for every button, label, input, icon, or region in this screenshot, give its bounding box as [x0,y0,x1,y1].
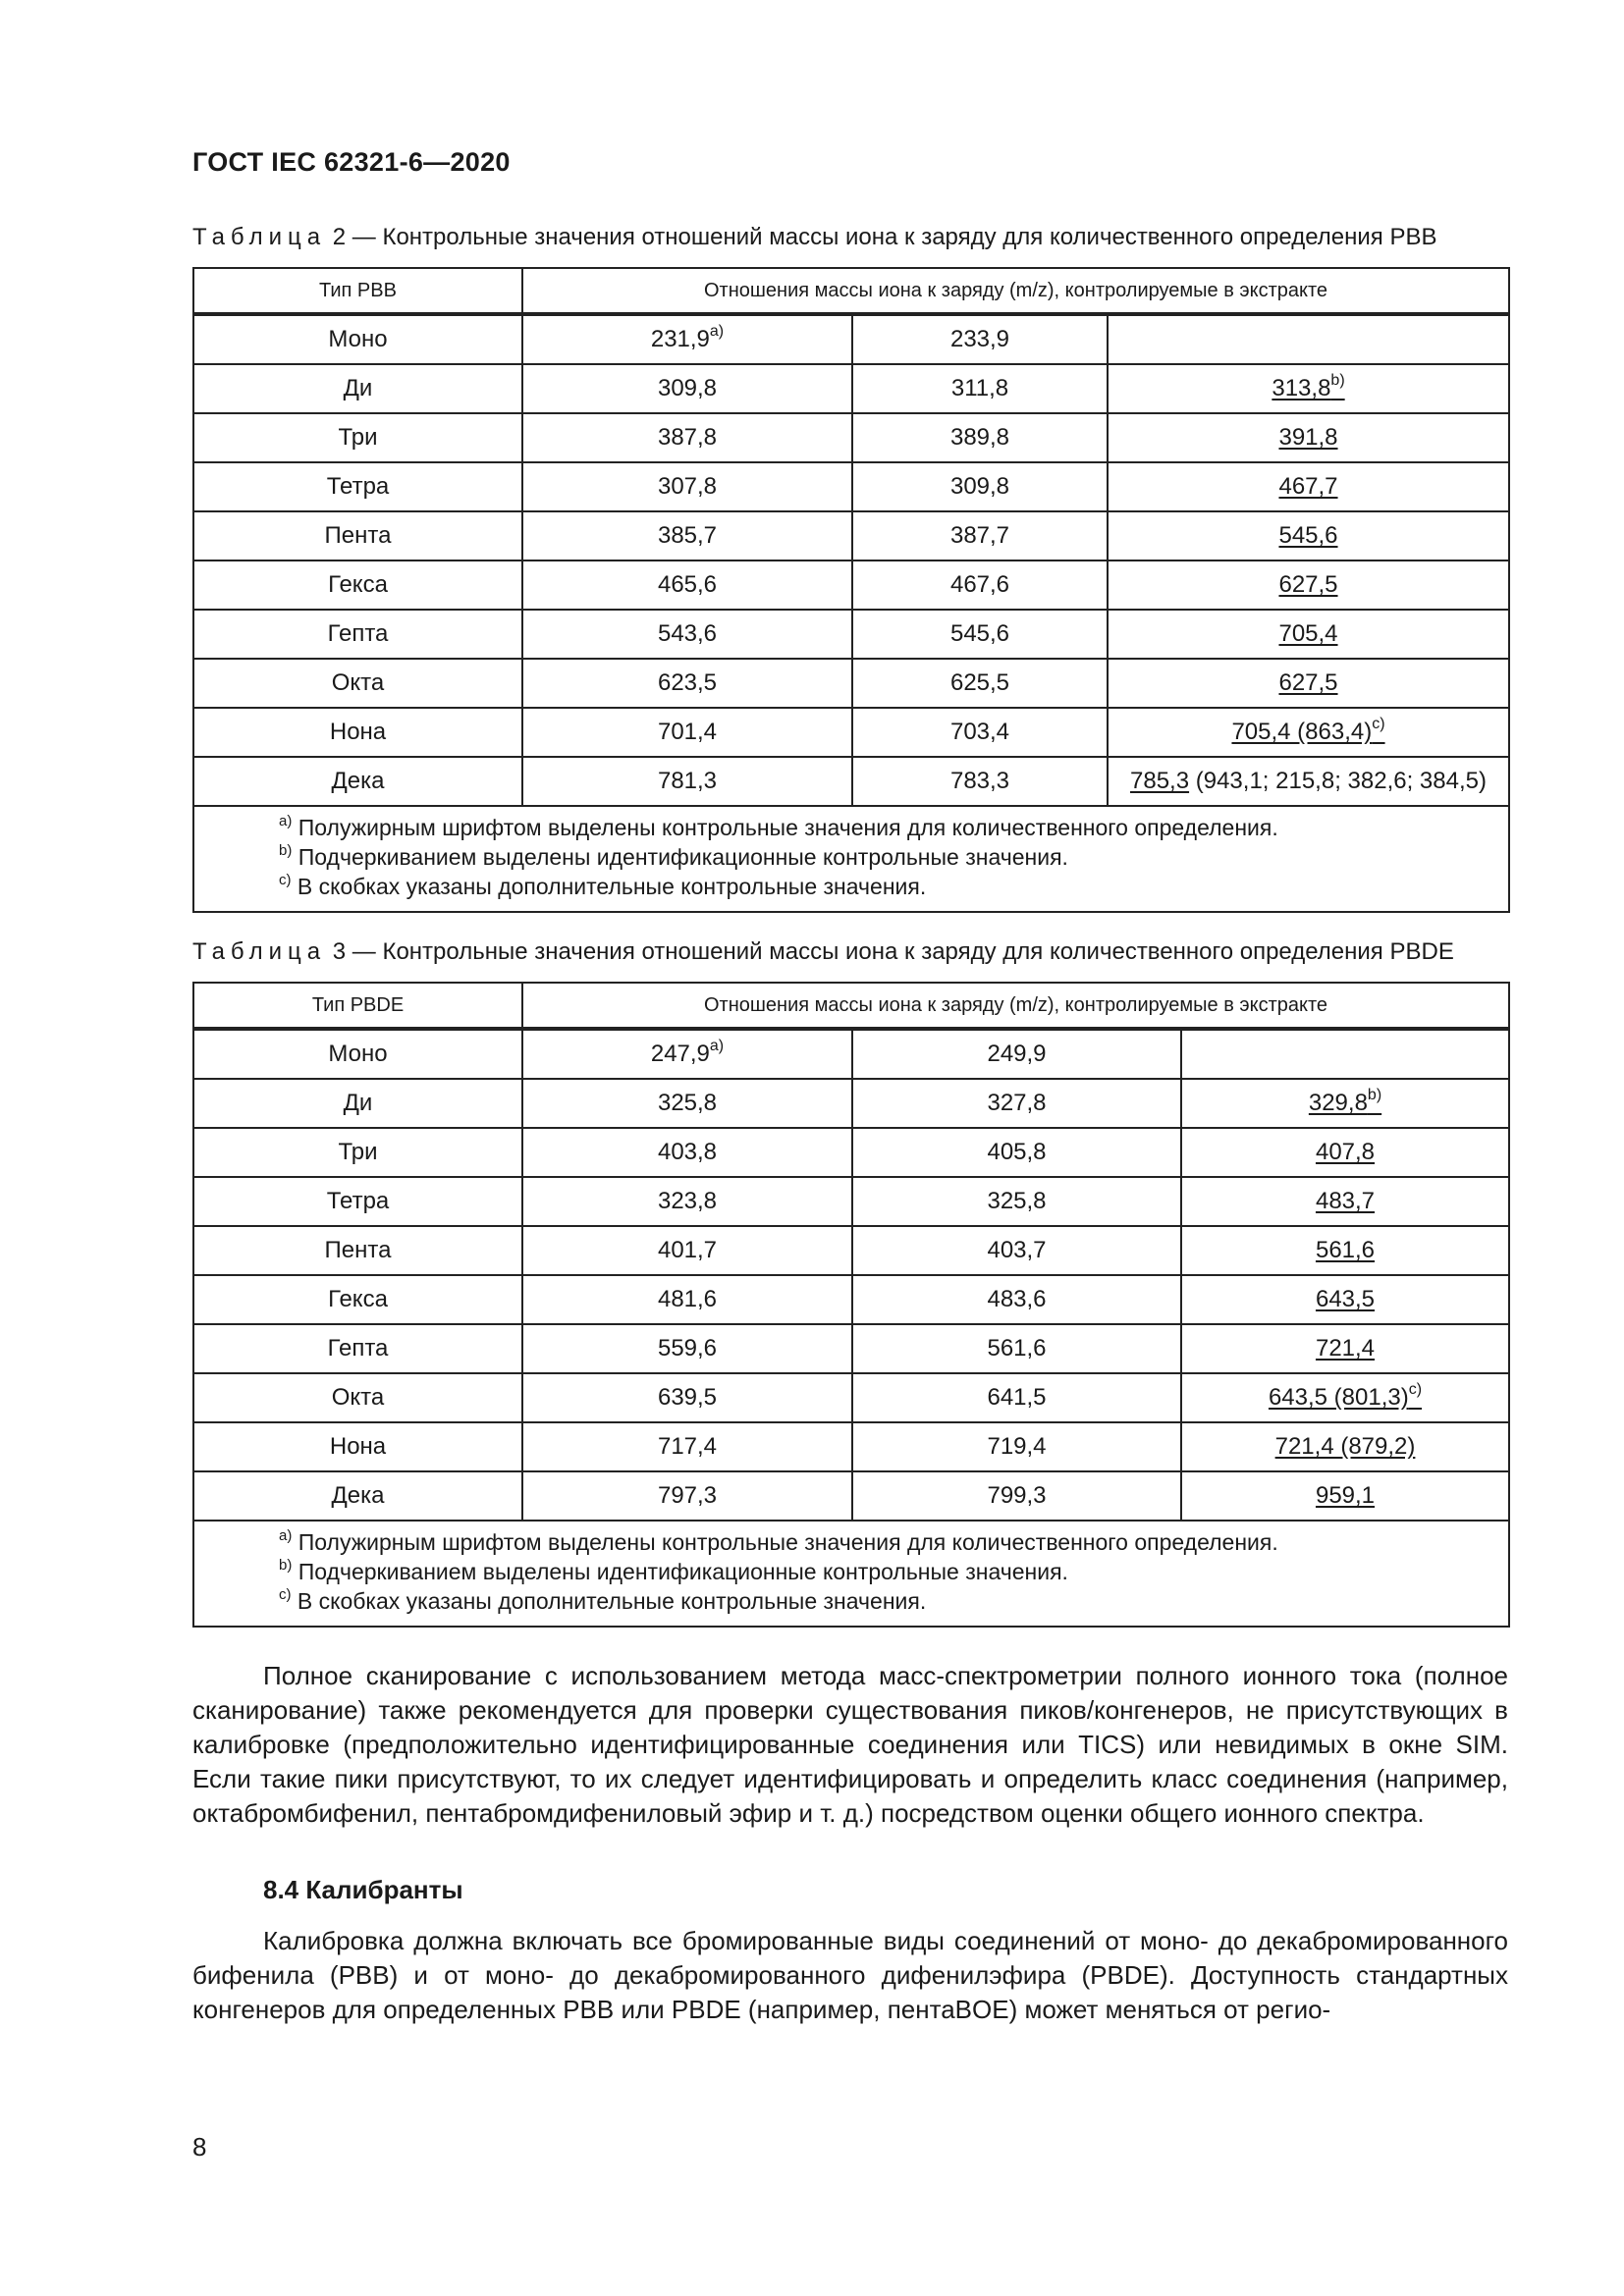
footnote [279,872,1508,901]
value-2: 483,6 [987,1286,1047,1312]
row-type: Тетра [193,1177,522,1226]
value-cell-3 [1108,708,1509,757]
value-1: 639,5 [657,1384,718,1411]
section-heading: 8.4 Калибранты [263,1875,463,1904]
value-3: 705,4 [1278,620,1338,647]
value-cell-1 [522,610,852,659]
table3-caption-label: Таблица [192,938,327,965]
table3-row [193,1177,1509,1226]
footnote [279,1557,1508,1586]
row-type: Окта [193,1373,522,1422]
footnote-mark: c) [279,1586,292,1603]
footnote-text: В скобках указаны дополнительные контрольные значения. [291,1588,927,1614]
value-3: 483,7 [1315,1188,1376,1214]
footnote-text: Полужирным шрифтом выделены контрольные значения для количественного определения. [292,1529,1278,1555]
value-1: 385,7 [657,522,718,549]
footnote-mark: b) [279,842,293,859]
table3-body [193,1029,1509,1627]
value-cell-1 [522,708,852,757]
table2-row [193,757,1509,806]
value-2: 233,9 [949,326,1010,352]
value-2: 719,4 [987,1433,1047,1460]
table2-notes-row [193,806,1509,912]
value-3-extra: (943,1; 215,8; 382,6; 384,5) [1189,768,1487,794]
row-type: Пента [193,511,522,561]
table3-header-row [193,983,1509,1029]
value-2: 405,8 [987,1139,1047,1165]
value-cell-2 [852,1177,1181,1226]
footnote-mark: b) [1330,372,1345,389]
footnote-mark: a) [279,1527,293,1544]
value-3: 705,4 $(863,4)^{c)}$ [1231,716,1385,745]
value-cell-3 [1181,1275,1509,1324]
table3-row [193,1373,1509,1422]
page-number: 8 [192,2132,207,2162]
value-cell-1 [522,364,852,413]
value-2: 387,7 [949,522,1010,549]
table2-row [193,364,1509,413]
row-type: Дека [193,757,522,806]
value-cell-3 [1181,1226,1509,1275]
value-3: 545,6 [1278,522,1338,549]
value-cell-2 [852,1226,1181,1275]
footnote-text: Полужирным шрифтом выделены контрольные значения для количественного определения. [292,815,1278,840]
value-cell-2 [852,1128,1181,1177]
value-cell-3 [1108,610,1509,659]
value-cell-1 [522,511,852,561]
value-cell-2 [852,1422,1181,1471]
value-cell-1 [522,757,852,806]
body-paragraph-2: Калибровка должна включать все бромированные виды соединений от моно- до декабромированного бифенила (PBB) и от моно- до декабромированного дифенилэфира (PBDE). Доступность стандартных конгенеров для определенных PBB или PBDE (например, пентаBOE) может меняться от регио- [192,1926,1508,2024]
value-cell-2 [852,364,1108,413]
value-3: 391,8 [1278,424,1338,451]
value-2: 403,7 [987,1237,1047,1263]
table3-notes-row [193,1521,1509,1627]
value-3: 643,5 [1315,1286,1376,1312]
value-3: 959,1 [1315,1482,1376,1509]
footnote-text: Подчеркиванием выделены идентификационные контрольные значения. [292,844,1068,870]
row-type: Тетра [193,462,522,511]
value-2: 641,5 [987,1384,1047,1411]
document-header: ГОСТ IEC 62321-6—2020 [192,147,511,177]
table2-caption [192,224,1437,251]
value-2: 783,3 [949,768,1010,794]
value-cell-1 [522,1029,852,1079]
table2-body [193,314,1509,912]
table3-col-values: Отношения массы иона к заряду (m/z), контролируемые в экстракте [522,983,1509,1029]
table3-row [193,1324,1509,1373]
value-cell-2 [852,1471,1181,1521]
value-3: 627,5 [1278,571,1338,598]
row-type: Гекса [193,561,522,610]
row-type: Ди [193,1079,522,1128]
value-cell-2 [852,413,1108,462]
value-2: 545,6 [949,620,1010,647]
table2-col-type: Тип PBB [193,268,522,314]
value-2: 561,6 [987,1335,1047,1362]
footnote-mark: a) [709,1038,725,1054]
table3-row [193,1275,1509,1324]
value-cell-2 [852,561,1108,610]
value-cell-2 [852,511,1108,561]
value-3: 643,5 $(801,3)^{c)}$ [1268,1381,1423,1411]
value-cell-3 [1181,1422,1509,1471]
value-1: 387,8 [657,424,718,451]
value-cell-3 [1108,757,1509,806]
footnote-mark: b) [1367,1087,1382,1103]
value-1: 323,8 [657,1188,718,1214]
value-cell-3 [1108,413,1509,462]
value-1: 717,4 [657,1433,718,1460]
row-type: Нона [193,1422,522,1471]
body-paragraph-1: Полное сканирование с использованием метода масс-спектрометрии полного ионного тока (полное сканирование) также рекомендуется для проверки существования пиков/конгенеров, не присутствующих в калибровке (предположительно идентифицированные соединения или TICS) или невидимых в окне SIM. Если такие пики присутствуют, то их следует идентифицировать и определить класс соединения (например, октабромбифенил, пентабромдифениловый эфир и т. д.) посредством оценки общего ионного спектра. [192,1661,1508,1828]
value-cell-2 [852,708,1108,757]
table2-row [193,314,1509,364]
row-type: Гепта [193,610,522,659]
table2-row [193,511,1509,561]
value-cell-3 [1108,659,1509,708]
value-cell-2 [852,1079,1181,1128]
value-2: 309,8 [949,473,1010,500]
row-type: Пента [193,1226,522,1275]
value-cell-2 [852,462,1108,511]
value-2: 703,4 [949,719,1010,745]
value-cell-2 [852,314,1108,364]
table2-row [193,610,1509,659]
value-2: 325,8 [987,1188,1047,1214]
value-3: 313,8$^{b)}$ [1272,372,1345,401]
value-cell-1 [522,314,852,364]
table2-row [193,462,1509,511]
value-2: 249,9 [987,1041,1047,1067]
value-2: 467,6 [949,571,1010,598]
value-cell-1 [522,413,852,462]
footnote-mark: a) [709,323,725,340]
value-cell-1 [522,659,852,708]
value-cell-3 [1108,364,1509,413]
value-1: 403,8 [657,1139,718,1165]
value-1: 797,3 [657,1482,718,1509]
value-1: 309,8 [657,375,718,401]
row-type: Ди [193,364,522,413]
table2-row [193,413,1509,462]
value-cell-3 [1181,1177,1509,1226]
value-cell-1 [522,561,852,610]
value-cell-1 [522,1471,852,1521]
value-cell-2 [852,1324,1181,1373]
value-1: 247,9 [650,1041,710,1067]
table2-header-row [193,268,1509,314]
value-3: 721,4 (879,2) [1274,1433,1416,1460]
value-1: 465,6 [657,571,718,598]
value-cell-3 [1181,1029,1509,1079]
value-cell-2 [852,1275,1181,1324]
footnote-mark: c) [1372,716,1385,732]
value-cell-3 [1181,1128,1509,1177]
value-1: 401,7 [657,1237,718,1263]
value-1: 623,5 [657,669,718,696]
table2-col-values: Отношения массы иона к заряду (m/z), контролируемые в экстракте [522,268,1509,314]
row-type: Окта [193,659,522,708]
value-2: 311,8 [950,375,1009,401]
row-type: Три [193,413,522,462]
value-cell-2 [852,1029,1181,1079]
value-1: 559,6 [657,1335,718,1362]
table2-row [193,659,1509,708]
value-1: 701,4 [657,719,718,745]
row-type: Гекса [193,1275,522,1324]
footnote-mark: c) [1408,1381,1423,1398]
table3-row [193,1128,1509,1177]
value-cell-3 [1108,462,1509,511]
table3-caption [192,938,1454,966]
value-2: 327,8 [987,1090,1047,1116]
table2 [192,267,1510,913]
value-cell-1 [522,1079,852,1128]
footnote [279,1586,1508,1616]
row-type: Три [193,1128,522,1177]
value-cell-2 [852,610,1108,659]
footnote-text: Подчеркиванием выделены идентификационные контрольные значения. [292,1559,1068,1584]
table3-row [193,1029,1509,1079]
table3-caption-text: 3 — Контрольные значения отношений массы иона к заряду для количественного определения PBDE [326,938,1454,965]
value-cell-3 [1181,1324,1509,1373]
value-cell-2 [852,757,1108,806]
table3-notes [193,1521,1509,1627]
value-cell-1 [522,1128,852,1177]
value-cell-3 [1181,1471,1509,1521]
value-cell-1 [522,1275,852,1324]
row-type: Моно [193,314,522,364]
value-3: 785,3 [1130,768,1190,794]
footnote-mark: a) [279,813,293,829]
footnote-text: В скобках указаны дополнительные контрольные значения. [291,874,927,899]
value-cell-2 [852,1373,1181,1422]
value-cell-1 [522,1177,852,1226]
row-type: Нона [193,708,522,757]
value-2: 625,5 [949,669,1010,696]
row-type: Гепта [193,1324,522,1373]
value-cell-3 [1108,561,1509,610]
table3-row [193,1079,1509,1128]
footnote [279,1527,1508,1557]
row-type: Дека [193,1471,522,1521]
value-cell-1 [522,1324,852,1373]
value-cell-1 [522,462,852,511]
footnote [279,813,1508,842]
table2-notes [193,806,1509,912]
value-2: 799,3 [987,1482,1047,1509]
value-cell-1 [522,1226,852,1275]
table3-row [193,1422,1509,1471]
value-cell-2 [852,659,1108,708]
table2-caption-text: 2 — Контрольные значения отношений массы иона к заряду для количественного определения PBB [326,224,1437,250]
value-3: 329,8$^{b)}$ [1308,1087,1382,1116]
value-cell-3 [1108,314,1509,364]
value-1: 307,8 [657,473,718,500]
value-cell-3 [1181,1373,1509,1422]
value-cell-3 [1181,1079,1509,1128]
value-1: 231,9 [650,326,710,352]
footnote-mark: c) [279,872,292,888]
value-3: 721,4 [1315,1335,1376,1362]
value-cell-1 [522,1373,852,1422]
row-type: Моно [193,1029,522,1079]
footnote [279,842,1508,872]
value-cell-1 [522,1422,852,1471]
value-cell-3 [1108,511,1509,561]
value-1: 325,8 [657,1090,718,1116]
table2-caption-label: Таблица [192,224,327,250]
table3 [192,982,1510,1628]
value-3: 407,8 [1315,1139,1376,1165]
value-1: 481,6 [657,1286,718,1312]
table2-row [193,708,1509,757]
value-3: 627,5 [1278,669,1338,696]
table3-col-type: Тип PBDE [193,983,522,1029]
value-3: 467,7 [1278,473,1338,500]
value-1: 781,3 [657,768,718,794]
footnote-mark: b) [279,1557,293,1574]
value-1: 543,6 [657,620,718,647]
value-2: 389,8 [949,424,1010,451]
value-3: 561,6 [1315,1237,1376,1263]
table2-row [193,561,1509,610]
table3-row [193,1226,1509,1275]
table3-row [193,1471,1509,1521]
